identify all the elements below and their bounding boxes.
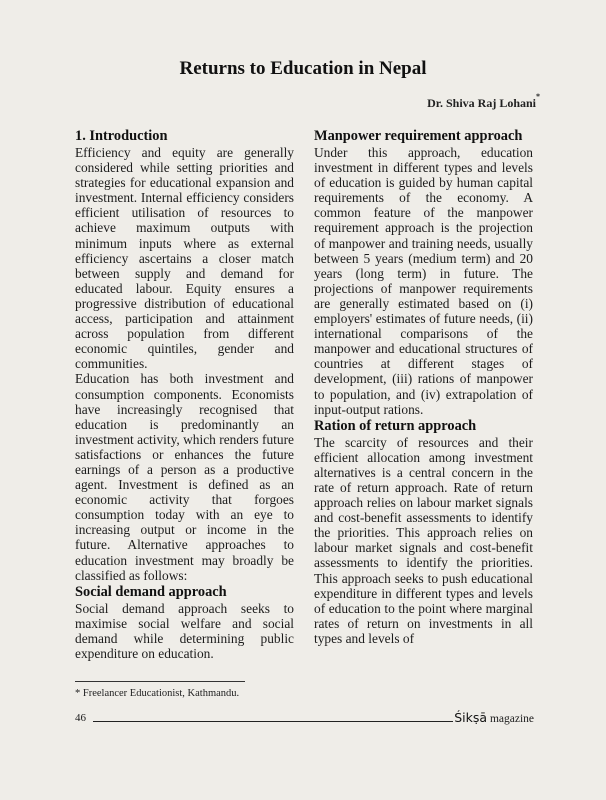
section-heading-manpower: Manpower requirement approach xyxy=(314,128,523,144)
page-footer xyxy=(75,710,534,726)
author-footnote-mark: * xyxy=(536,92,540,101)
section-heading-rate-of-return: Ration of return approach xyxy=(314,417,477,434)
left-column xyxy=(75,128,294,661)
paragraph-rate-of-return: The scarcity of resources and their efficient allocation among investment alternatives is a central concern in the rate of return approach. Rate of return approach relies on labour market signals and cost-benefit assessments to identify the priorities. This approach relies on labour market signals and cost-benefit assessments to identify the priorities. This approach seeks to push educational expenditure in different types and levels of education to the point where marginal rates of return on investments in all types and levels of xyxy=(314,434,533,646)
footnote: * Freelancer Educationist, Kathmandu. xyxy=(75,688,240,699)
paragraph-intro-1: Efficiency and equity are generally considered while setting priorities and strategies for educational expansion and investment. Internal efficiency considers efficient utilisation of resources to achieve maximum outputs with minimum inputs where as external efficiency ascertains a closer match between supply and demand for educated labour. Equity ensures a progressive distribution of educational access, participation and attainment across population from different economic quintiles, gender and communities. xyxy=(75,145,294,372)
section-heading-social-demand: Social demand approach xyxy=(75,583,227,600)
author-name: Dr. Shiva Raj Lohani xyxy=(427,96,536,110)
section-heading-introduction: 1. Introduction xyxy=(75,128,168,144)
paragraph-social-demand: Social demand approach seeks to maximise social welfare and social demand while determining public expenditure on education. xyxy=(75,600,294,661)
page-number: 46 xyxy=(75,712,86,724)
author-byline xyxy=(427,92,540,111)
magazine-suffix: magazine xyxy=(489,713,534,725)
magazine-name: Śikṣā xyxy=(454,710,488,725)
paragraph-manpower: Under this approach, education investment in different types and levels of education is guided by human capital requirements of the economy. A common feature of the manpower requirement approach is the projection of manpower and training needs, usually between 5 years (medium term) and 20 years (long term) in future. The projections of manpower requirements are generally estimated based on (i) employers' estimates of future needs, (ii) international comparisons of the manpower and educational structures of countries at different stages of development, (iii) rations of manpower to population, and (iv) extrapolation of input-output rations. xyxy=(314,145,533,417)
right-column xyxy=(314,128,533,646)
footer-rule xyxy=(93,721,453,722)
article-title: Returns to Education in Nepal xyxy=(179,58,427,79)
paragraph-intro-2: Education has both investment and consumption components. Economists have increasingly recognised that education is predominantly an investment activity, which renders future satisfactions or enhances the future earnings of a person as a productive agent. Investment is defined as an economic activity that forgoes consumption today with an eye to increasing output or income in the future. Alternative approaches to education investment may broadly be classified as follows: xyxy=(75,371,294,583)
footnote-divider xyxy=(75,681,245,682)
magazine-label xyxy=(454,710,534,725)
